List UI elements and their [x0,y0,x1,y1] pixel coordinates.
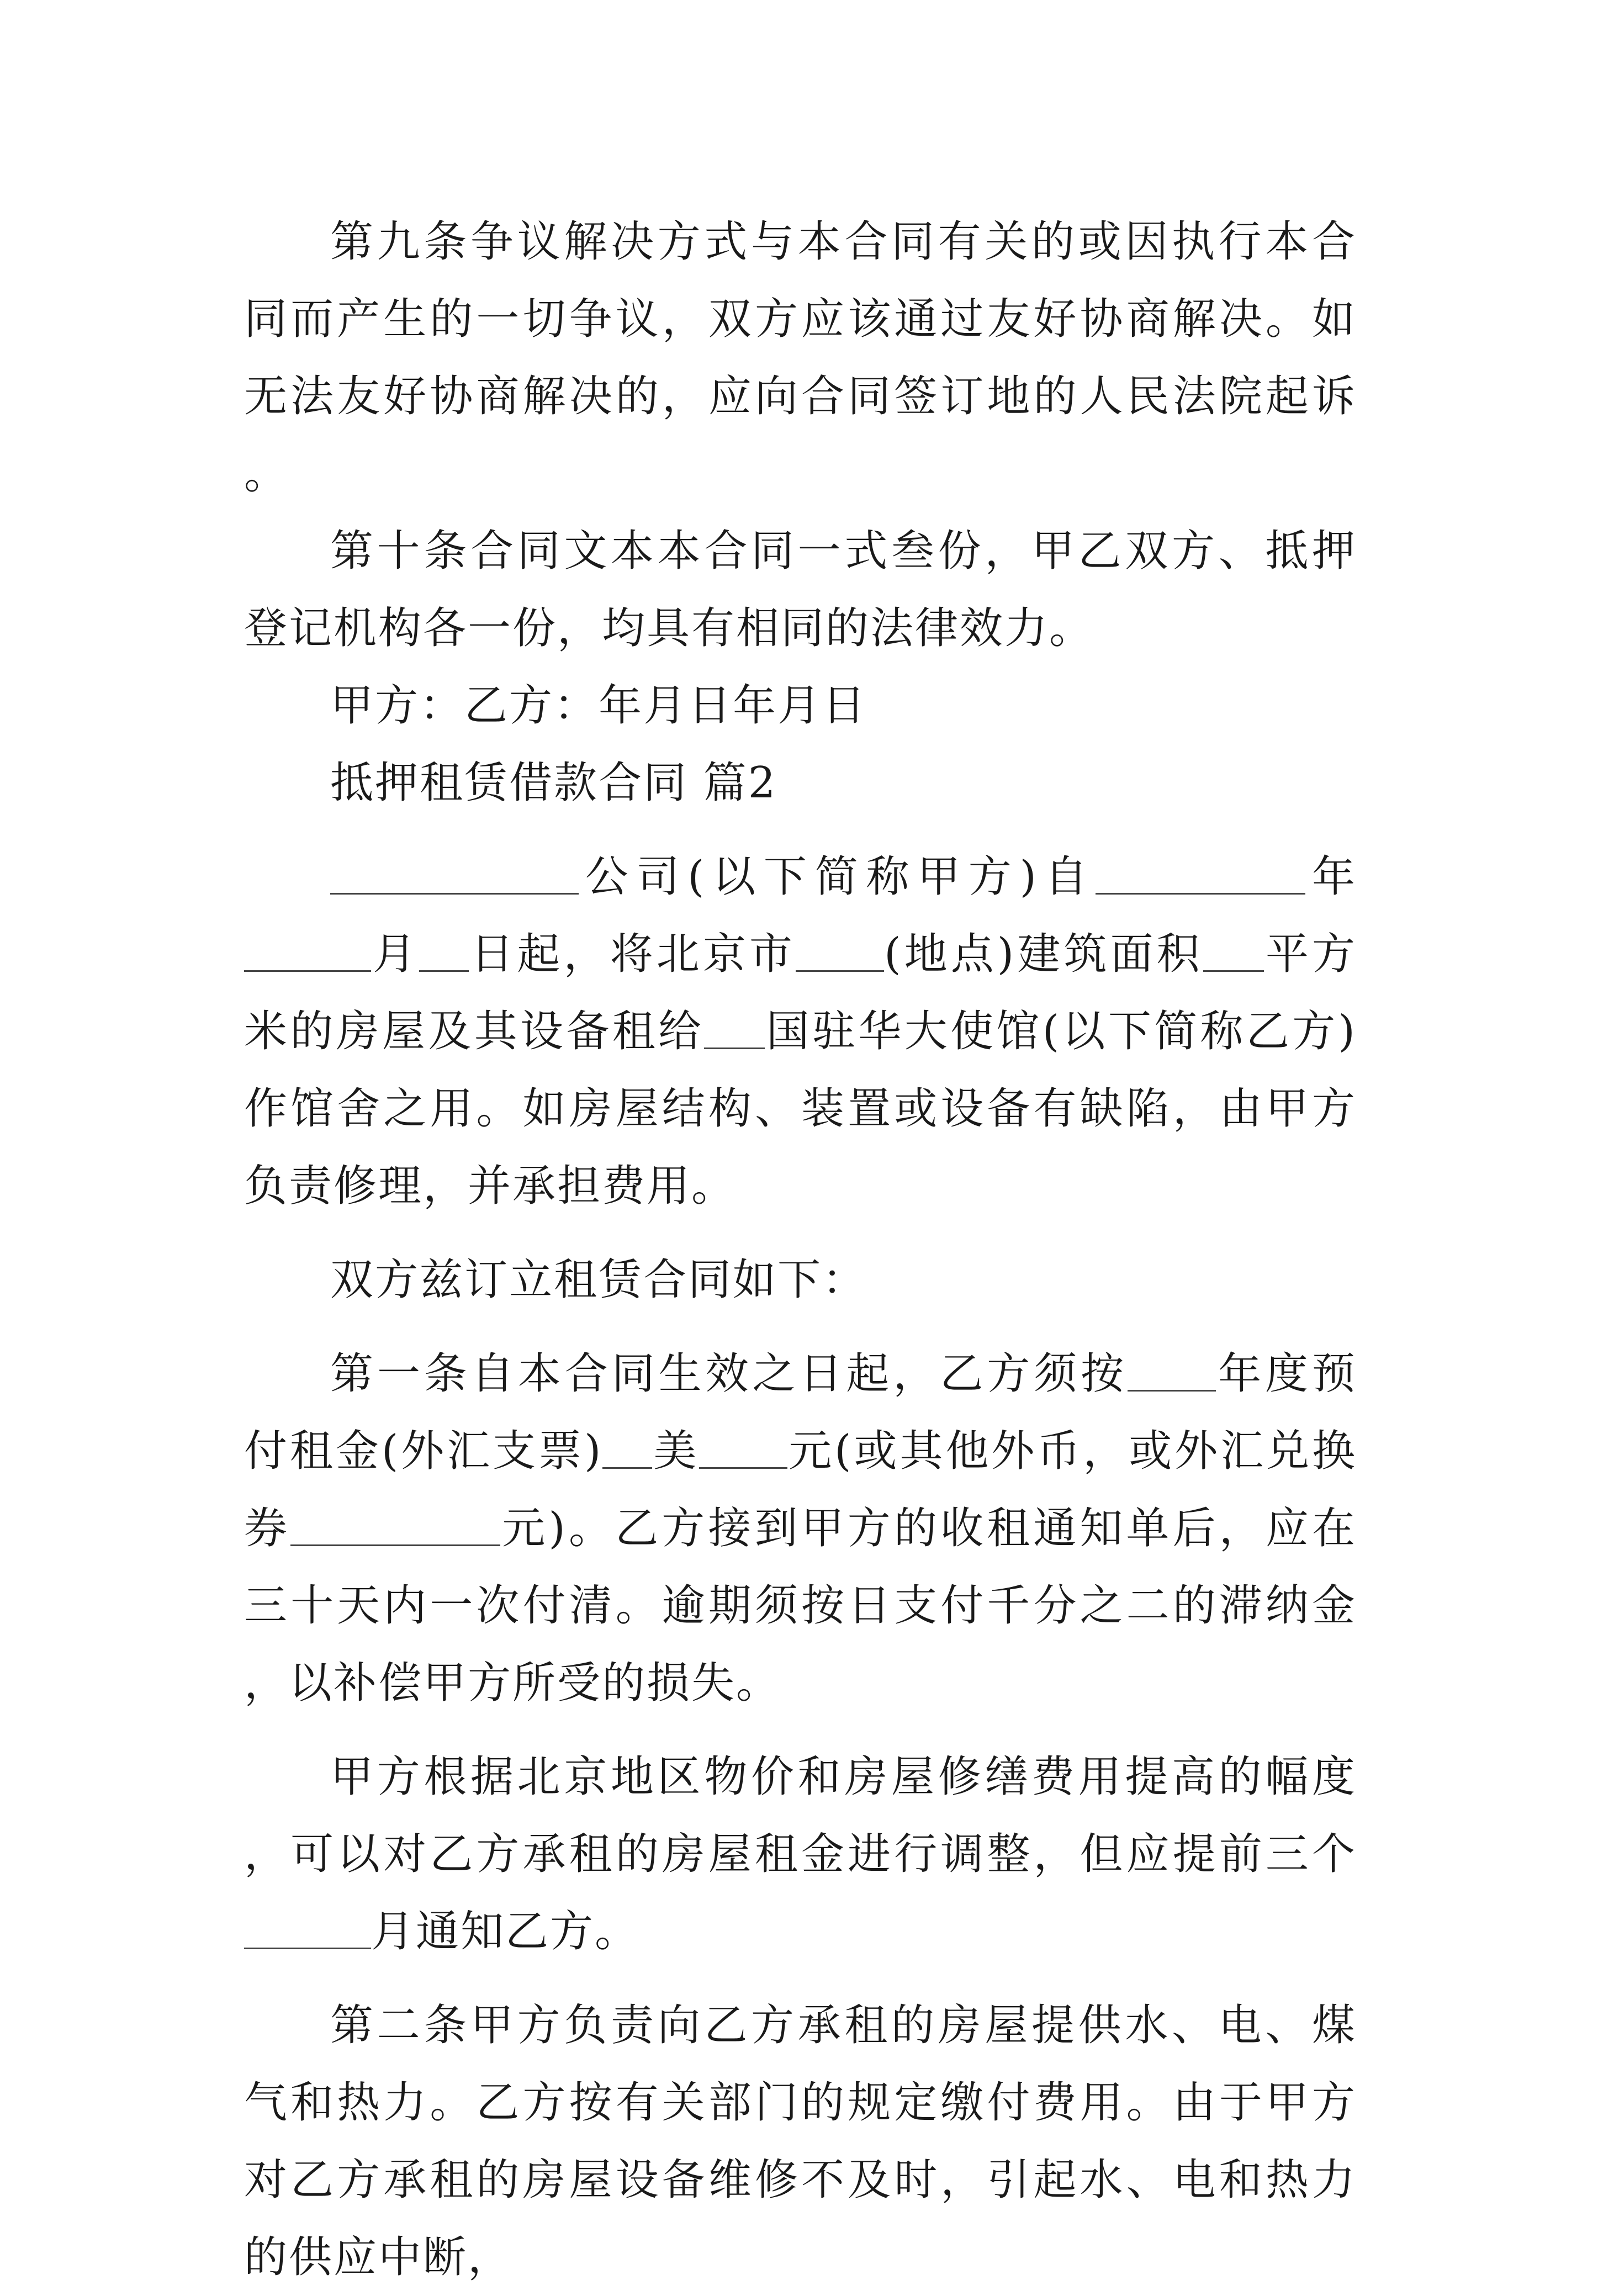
blank-underline [796,930,884,972]
paragraph-agreement [244,1241,1357,1319]
paragraph-text: 年度预付租金(外汇支票) [244,1349,1357,1476]
paragraph-article-10 [244,512,1357,667]
paragraph-text: 双方兹订立租赁合同如下： [330,1255,867,1305]
paragraph-text: 年 [1305,852,1357,902]
paragraph-text: 第十条合同文本本合同一式叁份，甲乙双方、抵押登记机构各一份，均具有相同的法律效力。 [244,526,1357,653]
heading-text: 抵押租赁借款合同 篇2 [330,758,777,808]
paragraph-text: 元)。乙方接到甲方的收租通知单后，应在三十天内一次付清。逾期须按日支付千分之二的滞纳金，以补偿甲方所受的损失。 [244,1504,1357,1708]
signature-line [244,667,1357,744]
paragraph-text: 第一条自本合同生效之日起，乙方须按 [330,1349,1128,1399]
document-body [244,203,1357,2296]
section-heading [244,744,1357,822]
paragraph-rent-adjustment [244,1738,1357,1970]
paragraph-text: 第九条争议解决方式与本合同有关的或因执行本合同而产生的一切争议，双方应该通过友好协商解决。如无法友好协商解决的，应向合同签订地的人民法院起诉。 [244,217,1357,499]
paragraph-text: 美 [652,1426,700,1476]
blank-underline [1203,930,1264,972]
paragraph-text: 日起，将北京市 [469,929,796,979]
paragraph-article-2 [244,1987,1357,2296]
paragraph-text: 甲方根据北京地区物价和房屋修缮费用提高的幅度，可以对乙方承租的房屋租金进行调整，但应提前三个 [244,1752,1357,1879]
blank-underline [602,1427,652,1469]
paragraph-text: 甲方：乙方：年月日年月日 [330,681,867,731]
paragraph-lease-intro [244,838,1357,1225]
paragraph-text: 平方米的房屋及其设备租给 [244,929,1357,1056]
paragraph-text: 国驻华大使馆(以下简称乙方)作馆舍之用。如房屋结构、装置或设备有缺陷，由甲方负责修理，并承担费用。 [244,1007,1357,1211]
paragraph-text: (地点)建筑面积 [884,929,1203,979]
blank-underline [1096,853,1305,895]
blank-underline [244,930,371,972]
paragraph-text: 公司(以下简称甲方)自 [579,852,1096,902]
paragraph-text: 月通知乙方。 [371,1907,640,1956]
blank-underline [330,853,579,895]
paragraph-article-9 [244,203,1357,512]
blank-underline [290,1505,500,1546]
paragraph-text: 元(或其他外币，或外汇兑换券 [244,1426,1357,1553]
blank-underline [244,1908,371,1949]
blank-underline [1128,1350,1216,1392]
blank-underline [704,1008,765,1049]
blank-underline [699,1427,787,1469]
paragraph-text: 月 [371,929,420,979]
paragraph-article-1 [244,1335,1357,1722]
paragraph-text: 第二条甲方负责向乙方承租的房屋提供水、电、煤气和热力。乙方按有关部门的规定缴付费用。由于甲方对乙方承租的房屋设备维修不及时，引起水、电和热力的供应中断， [244,2001,1357,2282]
blank-underline [419,930,469,972]
